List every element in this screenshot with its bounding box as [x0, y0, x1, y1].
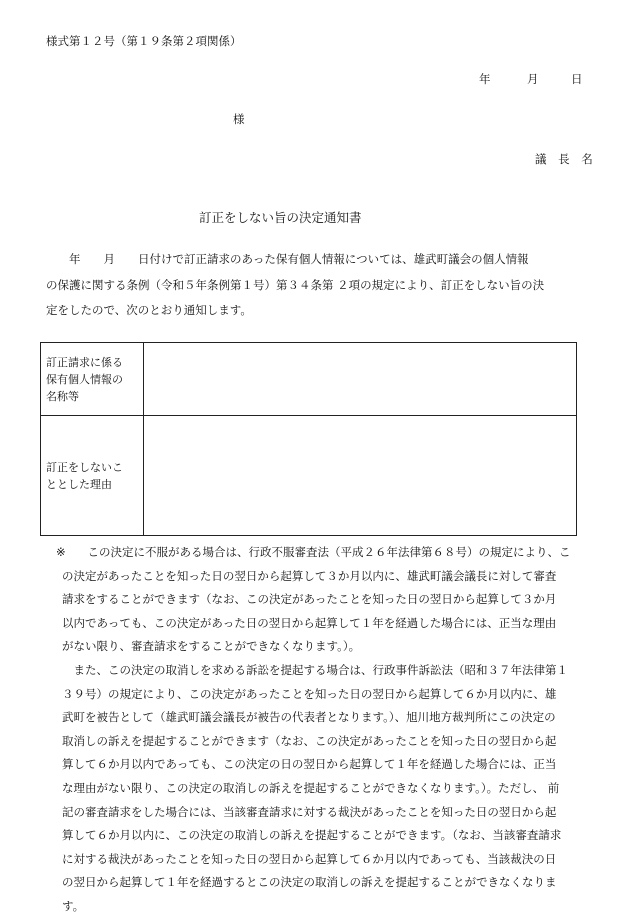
- intro-line: 定をしたので、次のとおり通知します。: [46, 303, 252, 317]
- note-line: 以内であっても、この決定があった日の翌日から起算して１年を経過した場合には、正当な理由: [62, 615, 557, 630]
- row2-value[interactable]: [144, 416, 577, 536]
- note-line: 記の審査請求をした場合には、当該審査請求に対する裁決があったことを知った日の翌日から起: [62, 804, 557, 819]
- row1-value[interactable]: [144, 343, 577, 416]
- info-table: [40, 342, 577, 536]
- date-year: 年: [479, 72, 491, 86]
- note-line: の決定があったことを知った日の翌日から起算して３か月以内に、雄武町議会議長に対して審査: [62, 568, 557, 583]
- note-line: がない限り、審査請求をすることができなくなります。）。: [62, 639, 361, 654]
- date-month: 月: [527, 72, 539, 86]
- label-line: 訂正をしないこ: [46, 460, 123, 474]
- sender-name: 議 長 名: [535, 152, 597, 166]
- note-line: この決定に不服がある場合は、行政不服審査法（平成２６年法律第６８号）の規定により、こ: [76, 545, 571, 559]
- intro-line: の保護に関する条例（令和５年条例第１号）第３４条第 ２項の規定により、訂正をしない旨の決: [46, 277, 545, 292]
- note-line: ３９号）の規定により、この決定があったことを知った日の翌日から起算して６か月以内に、雄: [62, 686, 557, 701]
- document-title: 訂正をしない旨の決定通知書: [199, 210, 362, 225]
- note-line: 算して６か月以内に、この決定の取消しの訴えを提起することができます。（なお、当該審査請求: [62, 828, 562, 843]
- note-line: 請求をすることができます（なお、この決定があったことを知った日の翌日から起算して３か月: [62, 592, 557, 607]
- table-row: [41, 343, 577, 416]
- label-line: 保有個人情報の: [46, 372, 123, 386]
- note-line: な理由がない限り、この決定の取消しの訴えを提起することができなくなります。）。ただし、 前: [62, 780, 560, 795]
- row2-label: [41, 416, 144, 536]
- note-line: に対する裁決があったことを知った日の翌日から起算して６か月以内であっても、当該裁決の日: [62, 851, 557, 866]
- note-mark: ※: [56, 545, 66, 559]
- note-line: 取消しの訴えを提起することができます（なお、この決定があったことを知った日の翌日から起: [62, 733, 557, 748]
- note-line: 算して６か月以内であっても、この決定の日の翌日から起算して１年を経過した場合には、正当: [62, 757, 557, 772]
- form-number: 様式第１２号（第１９条第２項関係）: [46, 34, 242, 48]
- note-line: す。: [62, 898, 85, 913]
- table-row: [41, 416, 577, 536]
- note-line: 武町を被告として（雄武町議会議長が被告の代表者となります。）、旭川地方裁判所にこの決定の: [62, 710, 556, 725]
- intro-paragraph: [46, 247, 582, 324]
- note-line: の翌日から起算して１年を経過するとこの決定の取消しの訴えを提起することができなくなりま: [62, 875, 557, 890]
- addressee: 様: [233, 112, 245, 126]
- date-day: 日: [571, 72, 583, 86]
- intro-line: 年 月 日付けで訂正請求のあった保有個人情報については、雄武町議会の個人情報: [46, 252, 529, 266]
- label-line: 訂正請求に係る: [46, 355, 123, 369]
- note-line: また、この決定の取消しを求める訴訟を提起する場合は、行政事件訴訟法（昭和３７年法律第１: [62, 662, 568, 677]
- row1-label: [41, 343, 144, 416]
- label-line: ととした理由: [46, 477, 112, 491]
- notes-section: [56, 541, 586, 919]
- label-line: 名称等: [46, 389, 79, 403]
